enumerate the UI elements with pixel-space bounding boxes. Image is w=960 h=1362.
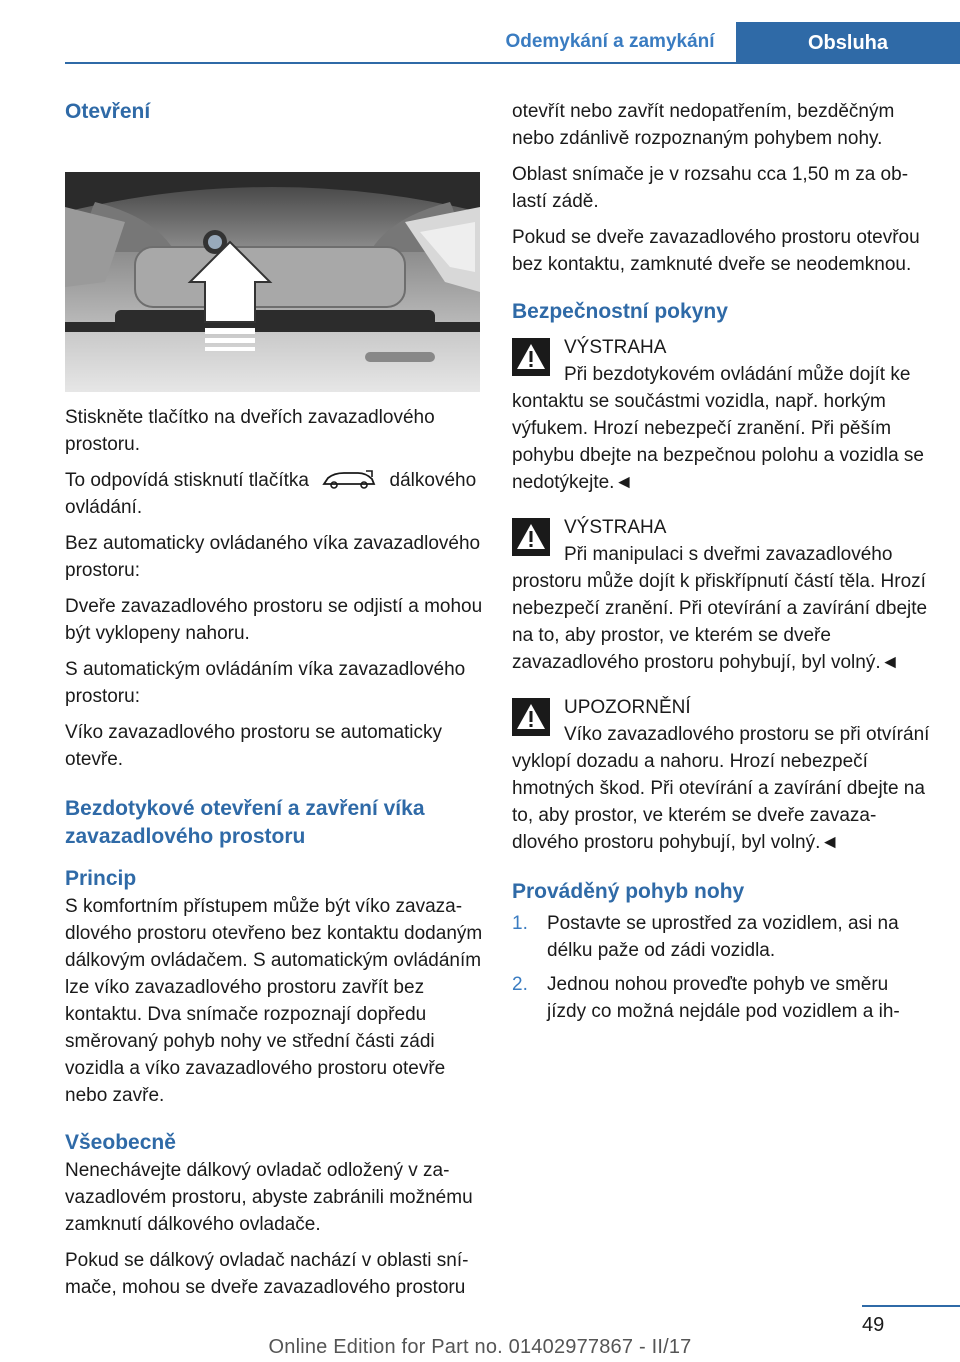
paragraph: Víko zavazadlového prostoru se automaticky otevře. (65, 722, 443, 770)
header-chapter-tab[interactable]: Obsluha (736, 22, 960, 64)
step-number: 2. (512, 974, 528, 995)
steps-list (512, 910, 930, 1025)
tailgate-illustration (65, 172, 480, 392)
paragraph-remote (65, 467, 485, 521)
paragraph: Dveře zavazadlového prostoru se odjistí a mohou být vyklopeny nahoru. (65, 596, 483, 644)
warning-body: Při bezdotykovém ovládání může dojít ke kontaktu se součástmi vozidla, např. horkým výfukem. Hrozí nebezpečí zranění. Při pěším pohybu dbejte na bezpečnou polohu a vozidla se nedotýkejte.◄ (512, 364, 924, 493)
warning-block (512, 334, 930, 496)
notice-title: UPOZORNĚNÍ (564, 697, 691, 718)
warning-block (512, 514, 930, 676)
left-column (65, 98, 485, 1310)
header-section-tab[interactable]: Odemykání a zamykání (505, 31, 715, 52)
step-text: Postavte se uprostřed za vozidlem, asi na délku paže od zádi vozidla. (547, 913, 899, 961)
heading-safety: Bezpečnostní pokyny (512, 300, 728, 323)
paragraph: otevřít nebo zavřít nedopatřením, bezděčným nebo zdánlivě rozpoznaným pohybem nohy. (512, 101, 895, 149)
car-remote-icon (320, 468, 378, 490)
paragraph: Nenechávejte dálkový ovladač odložený v zavazadlovém prostoru, abyste zabránili možnému zamknutí dálkového ovladače. (65, 1160, 473, 1235)
footer-rule (862, 1305, 960, 1307)
paragraph: Oblast snímače je v rozsahu cca 1,50 m za oblastí zádě. (512, 164, 909, 212)
paragraph: Pokud se dálkový ovladač nachází v oblasti snímače, mohou se dveře zavazadlového prostoru (65, 1250, 469, 1298)
heading-movement: Prováděný pohyb nohy (512, 880, 745, 903)
paragraph: Bez automaticky ovládaného víka zavazadlového prostoru: (65, 533, 481, 581)
paragraph: Pokud se dveře zavazadlového prostoru otevřou bez kontaktu, zamknuté dveře se neodemknou. (512, 227, 920, 275)
right-column (512, 98, 930, 1032)
header-rule (65, 62, 960, 64)
page-number: 49 (862, 1314, 885, 1336)
step-number: 1. (512, 913, 528, 934)
notice-body: Víko zavazadlového prostoru se při otvírání vyklopí dozadu a nahoru. Hrozí nebezpečí hmotných škod. Při otevírání a zavírání dbejte na to, aby prostor, ve kterém se dveře zavazadlového prostoru pohybují, byl volný.◄ (512, 724, 930, 853)
warning-triangle-icon (512, 338, 550, 376)
paragraph: S automatickým ovládáním víka zavazadlového prostoru: (65, 659, 466, 707)
list-item (512, 971, 930, 1025)
list-item (512, 910, 930, 964)
paragraph-principle: S komfortním přístupem může být víko zavazadlového prostoru otevřeno bez kontaktu dodaným dálkovým ovládačem. S automatickým ovládáním lze víko zavazadlového prostoru zavřít bez kontaktu. Dva snímače rozpoznají dopředu směrovaný pohyb nohy ve střední části zádi vozidla a víko zavazadlového prostoru otevře nebo zavře. (65, 896, 483, 1106)
heading-principle: Princip (65, 867, 137, 890)
step-text: Jednou nohou proveďte pohyb ve směru jízdy co možná nejdále pod vozidlem a ih- (547, 974, 900, 1022)
heading-contactless: Bezdotykové otevření a zavření víka zavazadlového prostoru (65, 797, 425, 848)
warning-triangle-icon (512, 518, 550, 556)
notice-triangle-icon (512, 698, 550, 736)
warning-body: Při manipulaci s dveřmi zavazadlového prostoru může dojít k přiskřípnutí částí těla. Hrozí nebezpečí zranění. Při otevírání a zavírání dbejte na to, aby prostor, ve kterém se dveře zavazadlového prostoru pohybují, byl volný.◄ (512, 544, 928, 673)
heading-general: Všeobecně (65, 1131, 176, 1154)
heading-open: Otevření (65, 100, 151, 123)
paragraph-remote-before: To odpovídá stisknutí tlačítka (65, 470, 309, 491)
warning-title: VÝSTRAHA (564, 337, 667, 358)
warning-title: VÝSTRAHA (564, 517, 667, 538)
notice-block (512, 694, 930, 856)
paragraph: Stiskněte tlačítko na dveřích zavazadlového prostoru. (65, 407, 435, 455)
paragraph-remote-after: dálkového ovládání. (65, 470, 477, 518)
footer-edition: Online Edition for Part no. 01402977867 - II/17 (268, 1336, 692, 1358)
